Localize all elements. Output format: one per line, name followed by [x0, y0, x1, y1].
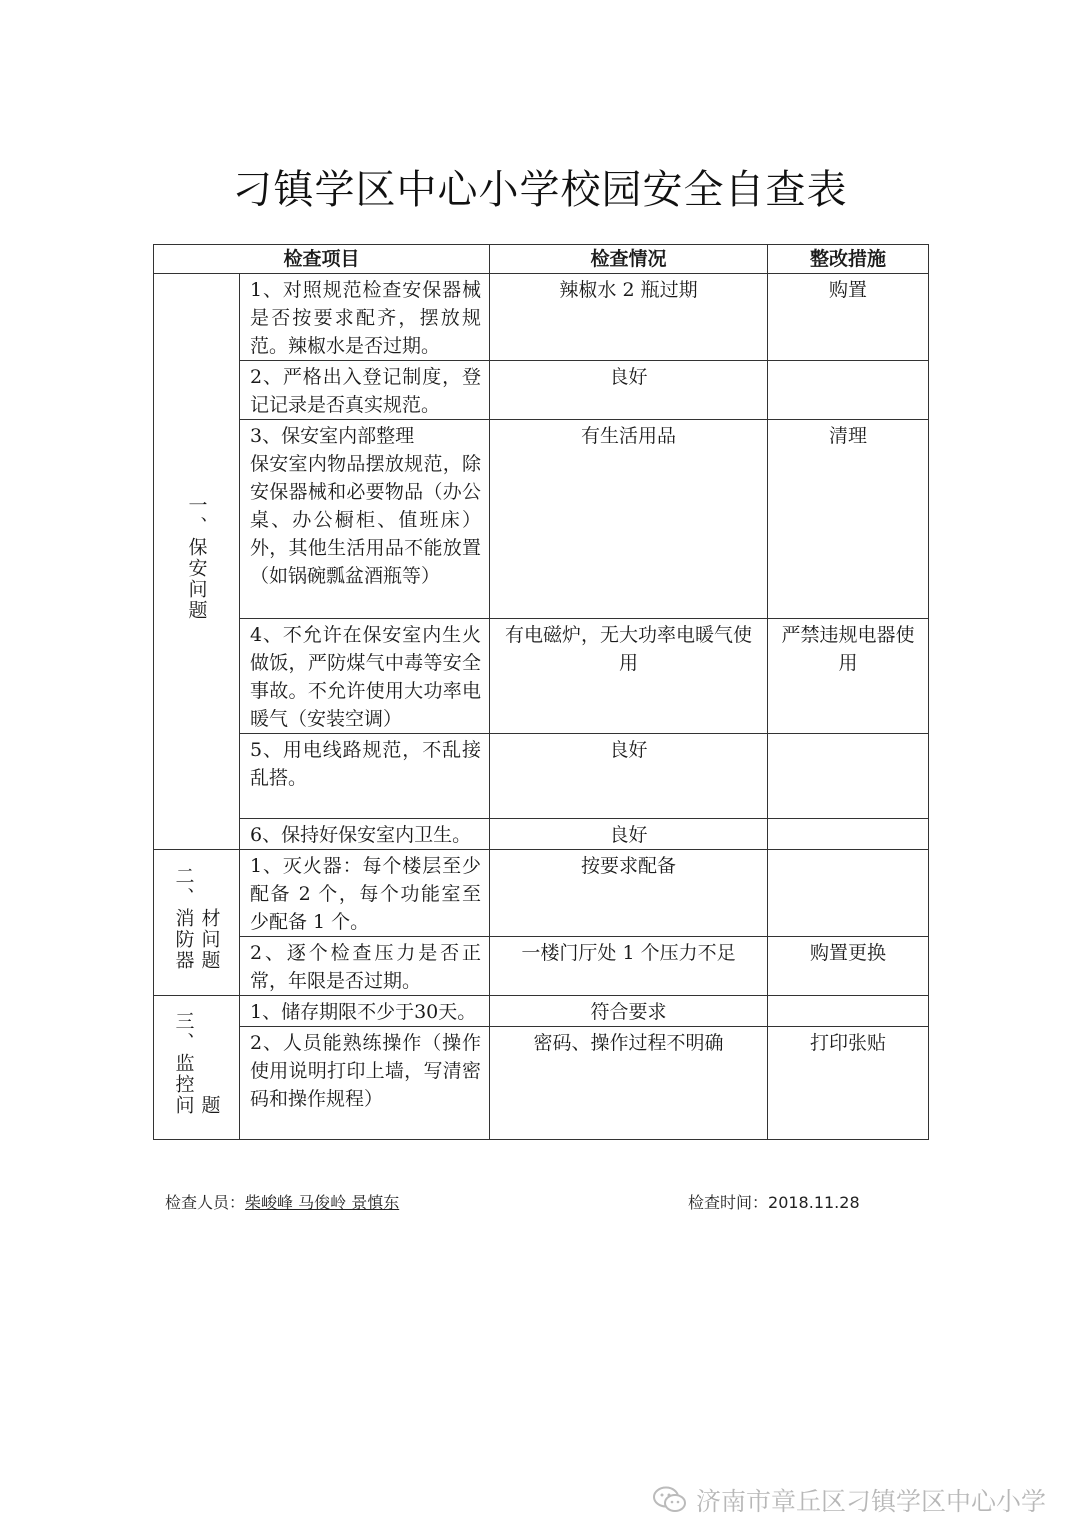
fix-cell — [768, 850, 929, 937]
inspectors-line — [165, 1190, 399, 1213]
item-cell: 2、严格出入登记制度，登记记录是否真实规范。 — [240, 361, 490, 420]
fix-cell: 购置 — [768, 274, 929, 361]
status-cell: 有生活用品 — [490, 420, 768, 619]
table-row — [154, 361, 929, 420]
fix-cell — [768, 361, 929, 420]
table-row — [154, 996, 929, 1027]
item-cell: 5、用电线路规范，不乱接乱搭。 — [240, 734, 490, 819]
item-cell: 6、保持好保安室内卫生。 — [240, 819, 490, 850]
inspectors-label: 检查人员： — [165, 1193, 246, 1212]
table-row — [154, 734, 929, 819]
status-cell: 良好 — [490, 819, 768, 850]
category-security — [154, 274, 240, 850]
table-row — [154, 937, 929, 996]
item-cell: 1、储存期限不少于30天。 — [240, 996, 490, 1027]
table-row — [154, 819, 929, 850]
item-cell: 1、对照规范检查安保器械是否按要求配齐，摆放规范。辣椒水是否过期。 — [240, 274, 490, 361]
page-title: 刁镇学区中心小学校园安全自查表 — [232, 167, 848, 213]
fix-cell — [768, 819, 929, 850]
header-status: 检查情况 — [490, 245, 768, 274]
watermark — [652, 1482, 1046, 1518]
fix-cell: 清理 — [768, 420, 929, 619]
table-row — [154, 1027, 929, 1140]
category-label-col2: 材问题 — [198, 908, 221, 971]
status-cell: 一楼门厅处 1 个压力不足 — [490, 937, 768, 996]
time-label: 检查时间： — [688, 1193, 769, 1212]
category-label-col1: 三、监控问 — [172, 1011, 195, 1116]
safety-check-table — [153, 244, 929, 1140]
wechat-icon — [652, 1485, 688, 1515]
watermark-text: 济南市章丘区刁镇学区中心小学 — [695, 1487, 1046, 1516]
status-cell: 良好 — [490, 734, 768, 819]
header-fix: 整改措施 — [768, 245, 929, 274]
item-cell: 2、人员能熟练操作（操作使用说明打印上墙，写清密码和操作规程） — [240, 1027, 490, 1140]
table-row — [154, 850, 929, 937]
fix-cell: 购置更换 — [768, 937, 929, 996]
item-cell: 1、灭火器：每个楼层至少配备 2 个，每个功能室至少配备 1 个。 — [240, 850, 490, 937]
category-monitoring — [154, 996, 240, 1140]
fix-cell: 严禁违规电器使用 — [768, 619, 929, 734]
fix-cell — [768, 996, 929, 1027]
category-label-col2: 题 — [198, 1095, 221, 1116]
status-cell: 按要求配备 — [490, 850, 768, 937]
table-row — [154, 274, 929, 361]
status-cell: 密码、操作过程不明确 — [490, 1027, 768, 1140]
status-cell: 良好 — [490, 361, 768, 420]
fix-cell — [768, 734, 929, 819]
item-cell: 3、保安室内部整理 保安室内物品摆放规范，除安保器械和必要物品（办公桌、办公橱柜、值班床）外，其他生活用品不能放置（如锅碗瓢盆酒瓶等） — [240, 420, 490, 619]
category-label-col1: 二、消防器 — [172, 866, 195, 971]
header-item: 检查项目 — [154, 245, 490, 274]
table-header-row — [154, 245, 929, 274]
item-cell: 4、不允许在保安室内生火做饭，严防煤气中毒等安全事故。不允许使用大功率电暖气（安装空调） — [240, 619, 490, 734]
inspectors-names: 柴峻峰 马俊岭 景慎东 — [245, 1193, 400, 1212]
item-cell: 2、逐个检查压力是否正常，年限是否过期。 — [240, 937, 490, 996]
time-value: 2018.11.28 — [768, 1193, 860, 1212]
table-row — [154, 619, 929, 734]
status-cell: 有电磁炉，无大功率电暖气使用 — [490, 619, 768, 734]
status-cell: 辣椒水 2 瓶过期 — [490, 274, 768, 361]
status-cell: 符合要求 — [490, 996, 768, 1027]
inspection-time-line — [688, 1190, 860, 1213]
category-label: 一、保安问题 — [185, 494, 208, 621]
category-fire — [154, 850, 240, 996]
table-row — [154, 420, 929, 619]
fix-cell: 打印张贴 — [768, 1027, 929, 1140]
